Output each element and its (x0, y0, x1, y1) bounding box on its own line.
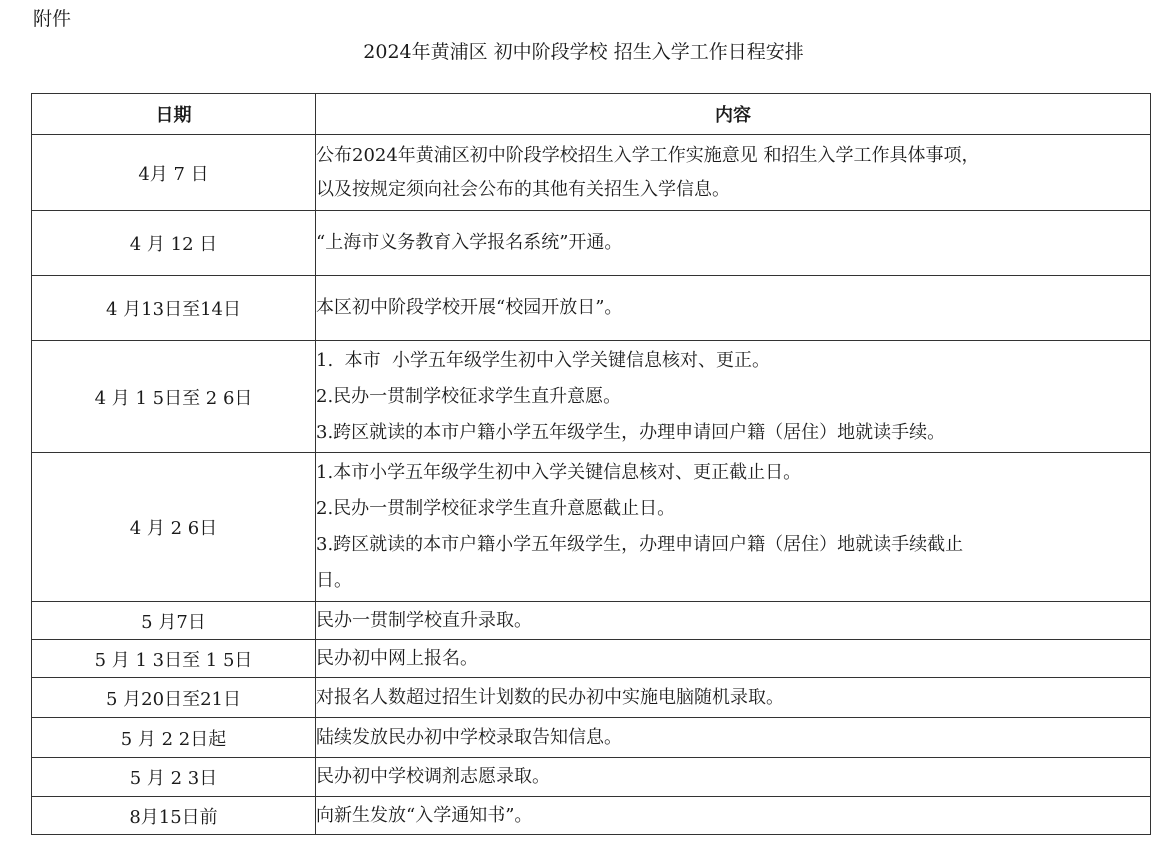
content-line: 以及按规定须向社会公布的其他有关招生入学信息。 (316, 178, 730, 200)
schedule-table (31, 93, 1151, 835)
table-row (32, 797, 1151, 835)
content-cell (316, 453, 1151, 602)
content-line: 民办初中学校调剂志愿录取。 (316, 766, 550, 787)
content-cell (316, 211, 1151, 276)
content-cell (316, 341, 1151, 453)
content-line: 公布2024年黄浦区初中阶段学校招生入学工作实施意见 和招生入学工作具体事项， (316, 144, 980, 166)
content-cell (316, 602, 1151, 640)
table-row (32, 678, 1151, 718)
content-line: 对报名人数超过招生计划数的民办初中实施电脑随机录取。 (316, 686, 784, 708)
content-line: 3.跨区就读的本市户籍小学五年级学生，办理申请回户籍（居住）地就读手续截止 (316, 534, 964, 555)
date-cell: 5 月 2 3日 (32, 758, 316, 797)
content-cell (316, 678, 1151, 718)
table-row (32, 211, 1151, 276)
content-cell (316, 758, 1151, 797)
content-cell (316, 797, 1151, 835)
content-line: 2.民办一贯制学校征求学生直升意愿截止日。 (316, 498, 676, 519)
content-cell (316, 276, 1151, 341)
date-cell: 4 月13日至14日 (32, 276, 316, 341)
content-line: 向新生发放“入学通知书”。 (316, 804, 533, 826)
content-cell (316, 135, 1151, 211)
column-header-date: 日期 (32, 94, 316, 135)
attachment-label: 附件 (33, 8, 72, 30)
column-header-content: 内容 (316, 94, 1151, 135)
date-cell: 4 月 1 5日至 2 6日 (32, 341, 316, 453)
date-cell: 4月 7 日 (32, 135, 316, 211)
date-cell: 5 月 2 2日起 (32, 718, 316, 758)
content-cell (316, 718, 1151, 758)
table-row (32, 453, 1151, 602)
content-line: 民办一贯制学校直升录取。 (316, 609, 532, 631)
content-line: 陆续发放民办初中学校录取告知信息。 (316, 726, 622, 748)
date-cell: 8月15日前 (32, 797, 316, 835)
date-cell: 5 月20日至21日 (32, 678, 316, 718)
content-line: 1.本市小学五年级学生初中入学关键信息核对、更正截止日。 (316, 462, 802, 483)
table-row (32, 276, 1151, 341)
table-row (32, 718, 1151, 758)
content-line: 1. 本市 小学五年级学生初中入学关键信息核对、更正。 (316, 349, 771, 371)
content-cell (316, 640, 1151, 678)
content-line: 本区初中阶段学校开展“校园开放日”。 (316, 297, 623, 318)
content-line: 日。 (316, 570, 352, 591)
date-cell: 5 月 1 3日至 1 5日 (32, 640, 316, 678)
document-title: 2024年黄浦区 初中阶段学校 招生入学工作日程安排 (363, 41, 804, 63)
table-header-row (32, 94, 1151, 135)
content-line: 2.民办一贯制学校征求学生直升意愿。 (316, 385, 622, 407)
table-row (32, 640, 1151, 678)
date-cell: 4 月 12 日 (32, 211, 316, 276)
content-line: 3.跨区就读的本市户籍小学五年级学生，办理申请回户籍（居住）地就读手续。 (316, 421, 946, 443)
table-row (32, 602, 1151, 640)
table-row (32, 135, 1151, 211)
content-line: 民办初中网上报名。 (316, 647, 478, 669)
table-row (32, 341, 1151, 453)
table-row (32, 758, 1151, 797)
content-line: “上海市义务教育入学报名系统”开通。 (316, 232, 623, 253)
date-cell: 5 月7日 (32, 602, 316, 640)
date-cell: 4 月 2 6日 (32, 453, 316, 602)
